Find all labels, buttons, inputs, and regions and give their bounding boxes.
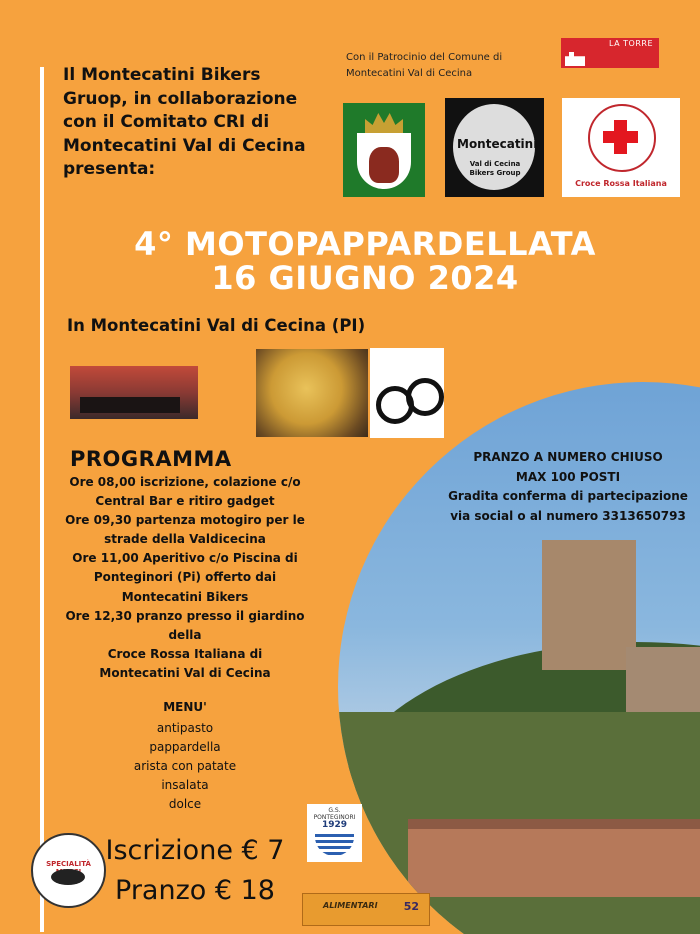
wave-icon xyxy=(315,834,354,856)
lunch-info-line: MAX 100 POSTI xyxy=(515,469,621,484)
menu-heading: MENU' xyxy=(163,700,207,714)
lunch-info-line: Gradita conferma di partecipazione xyxy=(448,489,688,504)
houses-shape xyxy=(408,827,700,897)
event-title-line: 4° MOTOPAPPARDELLATA xyxy=(134,225,596,263)
bikers-group-logo xyxy=(445,98,544,197)
cri-logo-name: Croce Rossa Italiana xyxy=(575,179,667,188)
programma-list xyxy=(56,473,314,683)
menu-item: dolce xyxy=(168,797,202,812)
programma-line: Ore 12,30 pranzo presso il giardino xyxy=(65,608,305,623)
event-location: In Montecatini Val di Cecina (PI) xyxy=(67,316,366,335)
programma-line: Ore 11,00 Aperitivo c/o Piscina di xyxy=(72,551,298,566)
patronage-line: Con il Patrocinio del Comune di xyxy=(346,52,503,63)
castle-icon xyxy=(565,52,585,66)
alimentari-logo xyxy=(302,893,430,926)
mucci-logo-label: SPECIALITÀ xyxy=(46,860,91,868)
programma-line: Ore 08,00 iscrizione, colazione c/o xyxy=(69,475,301,489)
red-cross-icon-bar xyxy=(603,131,638,143)
bikers-logo-sub: Val di Cecina Bikers Group xyxy=(469,160,521,177)
event-date: 16 GIUGNO 2024 xyxy=(211,259,519,297)
programma-line: Central Bar e ritiro gadget xyxy=(95,494,275,509)
menu-item: arista con patate xyxy=(133,759,237,774)
intro-text xyxy=(63,64,338,182)
motorcycle-illustration xyxy=(370,348,444,438)
bikers-logo-name: Montecatini xyxy=(457,137,538,151)
patronage-line: Montecatini Val di Cecina xyxy=(346,68,473,79)
specialita-mucci-logo xyxy=(31,833,106,908)
crown-icon xyxy=(365,113,403,133)
prices xyxy=(104,831,286,911)
la-torre-label: LA TORRE xyxy=(608,39,653,48)
lunch-info-line: via social o al numero 3313650793 xyxy=(450,508,686,523)
la-torre-logo xyxy=(561,38,659,68)
intro-line: Gruop, in collaborazione xyxy=(63,88,298,109)
gs-logo-year: 1929 xyxy=(321,820,348,830)
pasta-photo xyxy=(256,349,368,437)
programma-line: Montecatini Bikers xyxy=(121,589,249,604)
comune-coat-of-arms-logo xyxy=(343,103,425,197)
menu-item: antipasto xyxy=(156,721,214,735)
programma-line: Ore 09,30 partenza motogiro per le xyxy=(65,513,305,528)
croce-rossa-logo xyxy=(562,98,680,197)
intro-line: Montecatini Val di Cecina xyxy=(63,135,306,156)
event-title xyxy=(30,227,700,295)
boar-icon xyxy=(51,869,85,885)
price-registration: Iscrizione € 7 xyxy=(105,835,285,866)
alimentari-number: 52 xyxy=(403,900,419,913)
tower-shape xyxy=(542,540,636,670)
intro-line: Il Montecatini Bikers xyxy=(63,65,261,85)
heraldic-animal-icon xyxy=(369,147,399,183)
programma-line: Croce Rossa Italiana di xyxy=(107,646,263,661)
lunch-info xyxy=(436,448,700,526)
programma-line: Montecatini Val di Cecina xyxy=(99,665,271,680)
menu-item: pappardella xyxy=(149,740,221,755)
menu-list xyxy=(56,719,314,814)
menu-item: insalata xyxy=(161,778,209,793)
street-photo xyxy=(70,366,198,419)
decorative-vertical-line xyxy=(40,67,44,932)
programma-line: della xyxy=(168,627,202,642)
programma-line: strade della Valdicecina xyxy=(104,532,266,547)
lunch-info-line: PRANZO A NUMERO CHIUSO xyxy=(473,450,663,464)
gs-ponteginori-logo xyxy=(307,804,362,862)
wheel-icon xyxy=(406,378,444,416)
gs-logo-label: G.S. PONTEGINORI xyxy=(313,807,356,821)
alimentari-label: ALIMENTARI xyxy=(323,901,378,910)
programma-line: Ponteginori (Pi) offerto dai xyxy=(93,570,277,585)
programma-heading: PROGRAMMA xyxy=(70,447,232,471)
price-lunch: Pranzo € 18 xyxy=(115,875,275,906)
intro-line: con il Comitato CRI di xyxy=(63,112,270,132)
patronage-text xyxy=(346,50,526,82)
intro-line: presenta: xyxy=(63,159,156,179)
